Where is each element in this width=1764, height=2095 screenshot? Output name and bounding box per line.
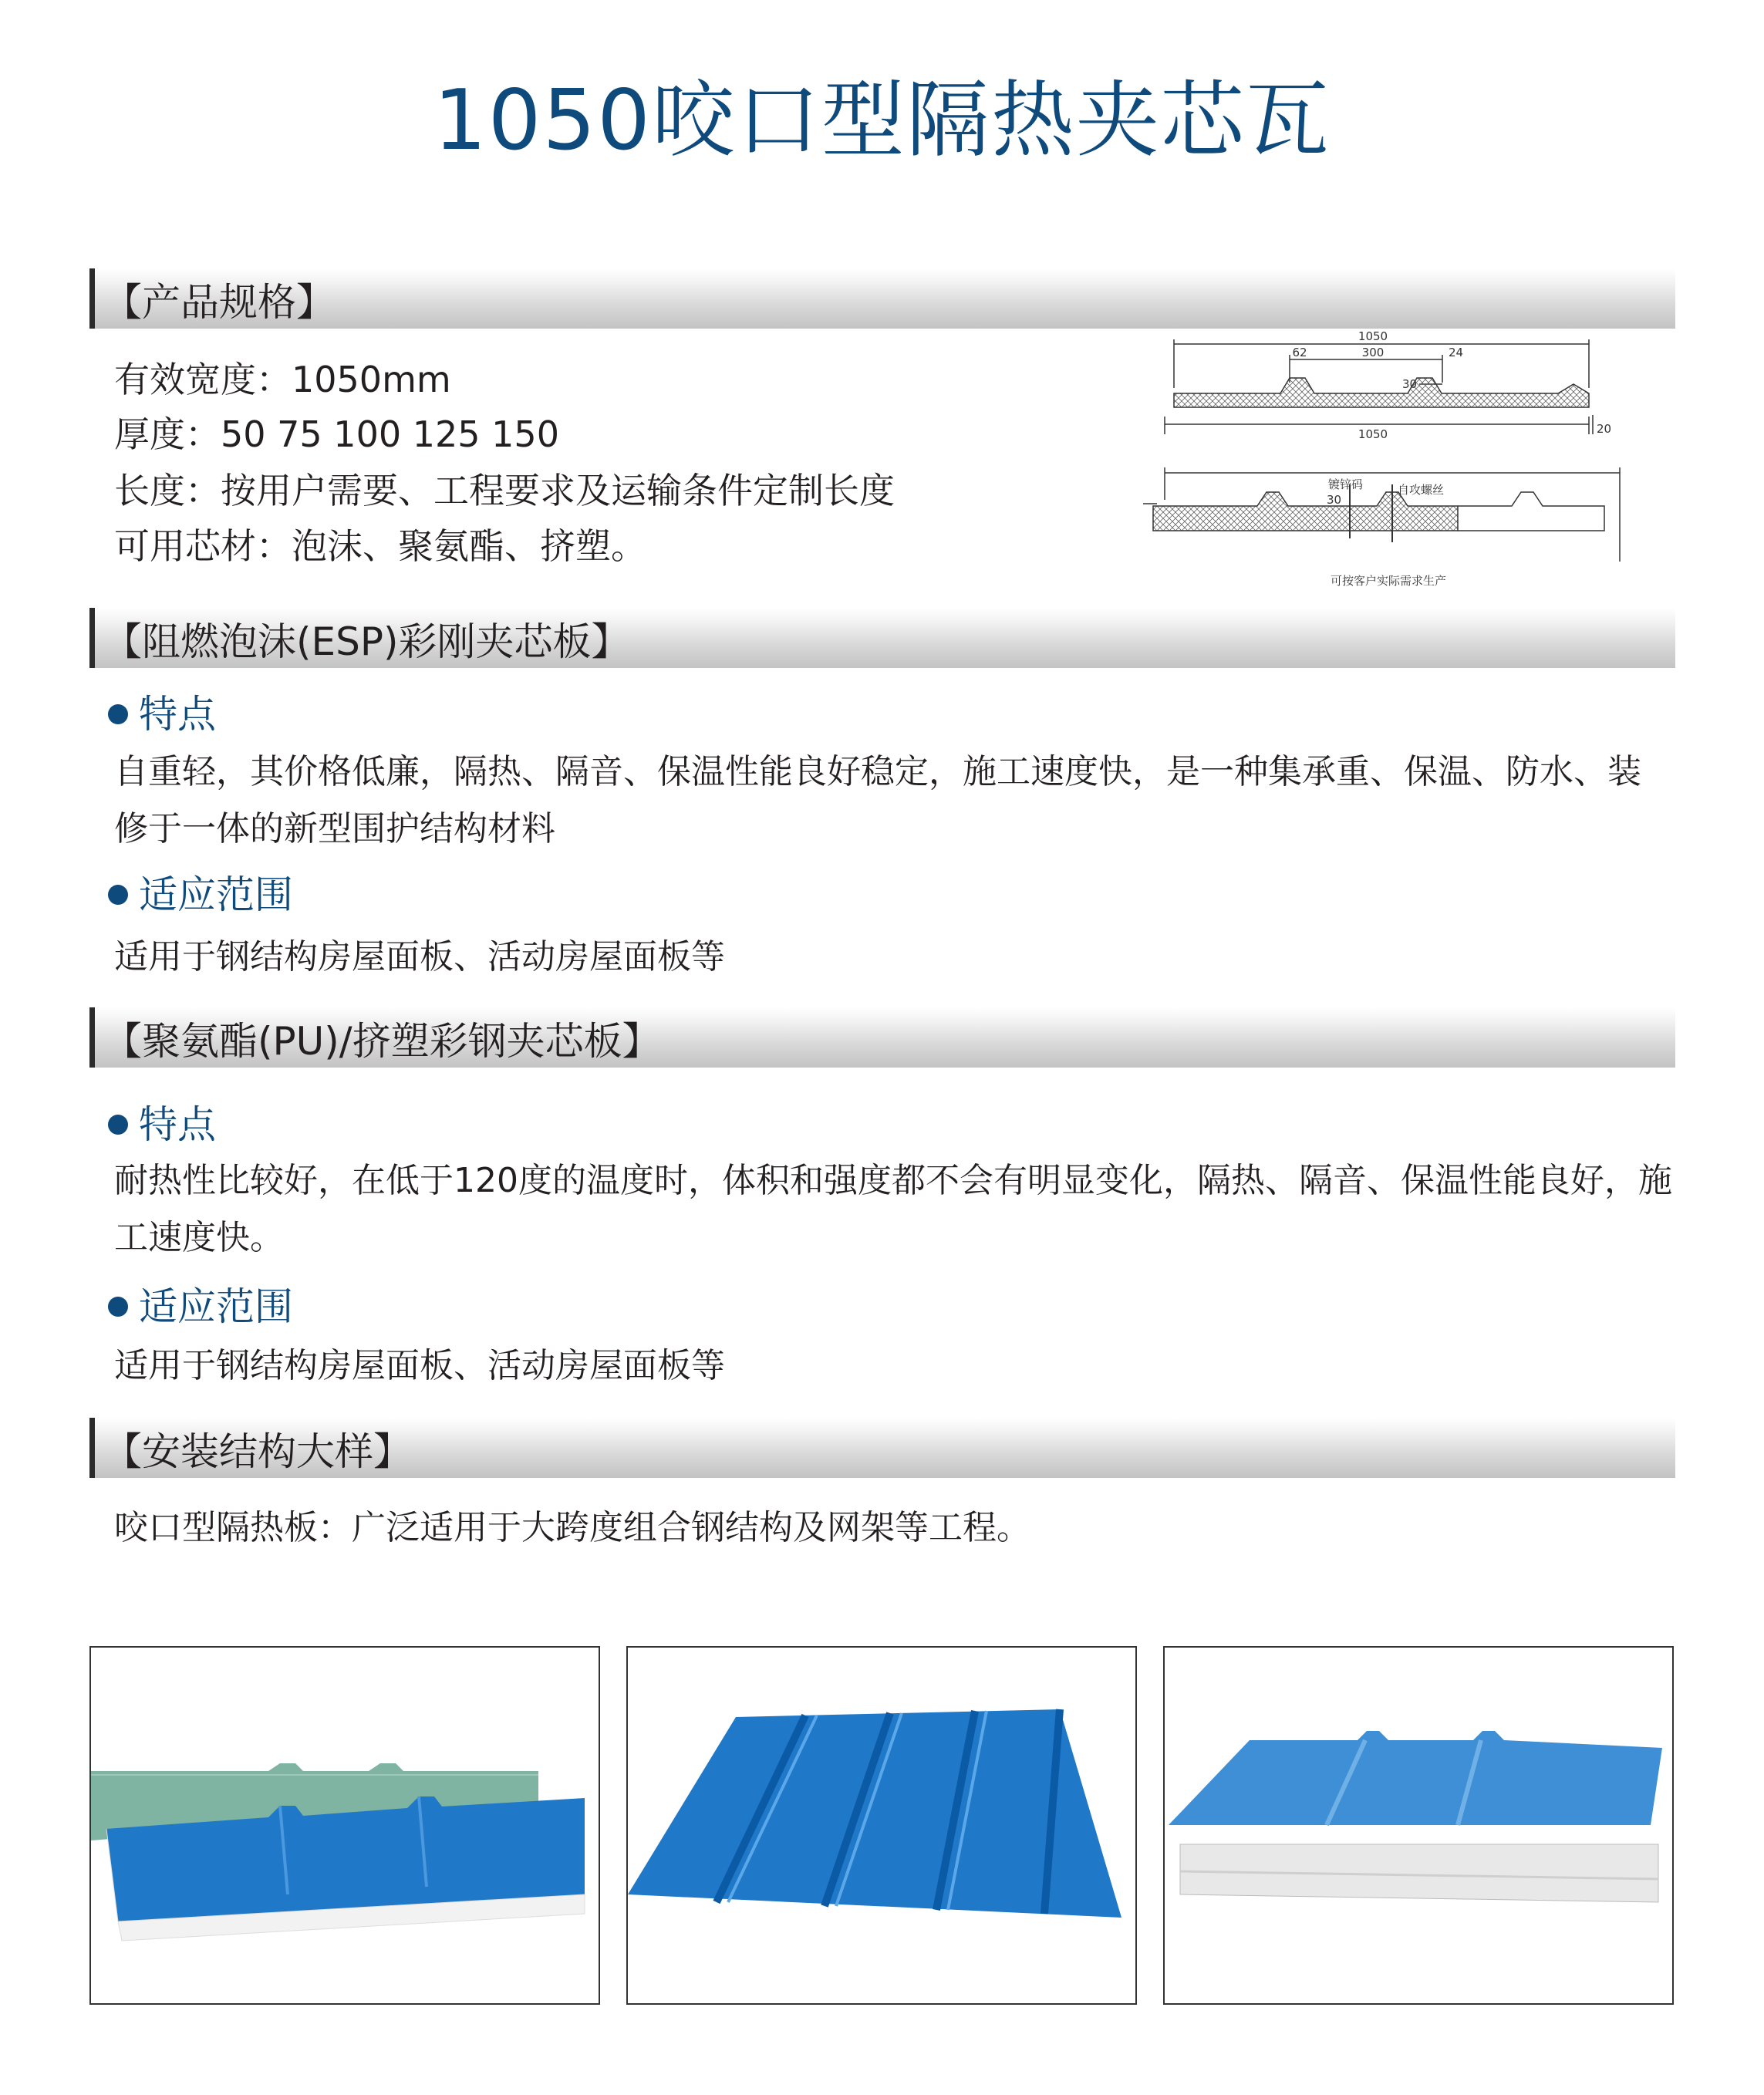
- bullet-icon: [108, 1297, 128, 1317]
- dim-30: 30: [1402, 377, 1418, 391]
- section-heading: 【安装结构大样】: [103, 1429, 412, 1474]
- product-photo-sandwich-panel: [1163, 1646, 1674, 2005]
- pu-scope-title: 适应范围: [108, 1282, 293, 1331]
- spec-thickness: 厚度：50 75 100 125 150: [114, 413, 559, 455]
- bullet-icon: [108, 704, 128, 724]
- drawing-caption: 可按客户实际需求生产: [1330, 574, 1447, 588]
- section-header-pu: [89, 1007, 1675, 1068]
- section-header-install: [89, 1418, 1675, 1478]
- section-heading: 【阻燃泡沫(ESP)彩刚夹芯板】: [103, 619, 630, 664]
- dim-total: 1050: [1358, 330, 1388, 343]
- dim-thickness: 20: [1597, 422, 1612, 436]
- spec-length: 长度：按用户需要、工程要求及运输条件定制长度: [114, 470, 895, 511]
- dim-300: 300: [1361, 346, 1385, 359]
- dim-62: 62: [1292, 346, 1307, 359]
- esp-feature-text: 自重轻，其价格低廉，隔热、隔音、保温性能良好稳定，施工速度快，是一种集承重、保温、防水、装修于一体的新型围护结构材料: [114, 752, 1641, 848]
- esp-feature-title: 特点: [108, 690, 216, 739]
- esp-scope-title: 适应范围: [108, 870, 293, 919]
- pu-feature-title: 特点: [108, 1100, 216, 1149]
- pu-feature-text: 耐热性比较好，在低于120度的温度时，体积和强度都不会有明显变化，隔热、隔音、保温性能良好，施工速度快。: [114, 1161, 1672, 1257]
- page-title: 1050咬口型隔热夹芯瓦: [433, 73, 1331, 169]
- dim-bottom-width: 1050: [1358, 427, 1388, 441]
- label-galvanized: 镀锌码: [1328, 477, 1364, 491]
- install-text: 咬口型隔热板：广泛适用于大跨度组合钢结构及网架等工程。: [114, 1508, 1030, 1547]
- product-photo-esp-panels: [89, 1646, 600, 2005]
- pu-scope-text: 适用于钢结构房屋面板、活动房屋面板等: [114, 1346, 725, 1385]
- esp-scope-text: 适用于钢结构房屋面板、活动房屋面板等: [114, 937, 725, 977]
- section-header-spec: [89, 268, 1675, 329]
- product-photo-blue-roof-sheet: [626, 1646, 1137, 2005]
- dim-30b: 30: [1327, 493, 1342, 507]
- section-heading: 【产品规格】: [103, 280, 335, 325]
- bullet-icon: [108, 1115, 128, 1135]
- label-screw: 自攻螺丝: [1398, 483, 1445, 497]
- spec-core-material: 可用芯材：泡沫、聚氨酯、挤塑。: [114, 525, 646, 567]
- section-header-esp: [89, 608, 1675, 668]
- section-heading: 【聚氨酯(PU)/挤塑彩钢夹芯板】: [103, 1019, 661, 1064]
- cross-section-drawing: [1142, 330, 1643, 592]
- dim-24: 24: [1449, 346, 1464, 359]
- spec-width: 有效宽度：1050mm: [114, 359, 451, 400]
- bullet-icon: [108, 885, 128, 905]
